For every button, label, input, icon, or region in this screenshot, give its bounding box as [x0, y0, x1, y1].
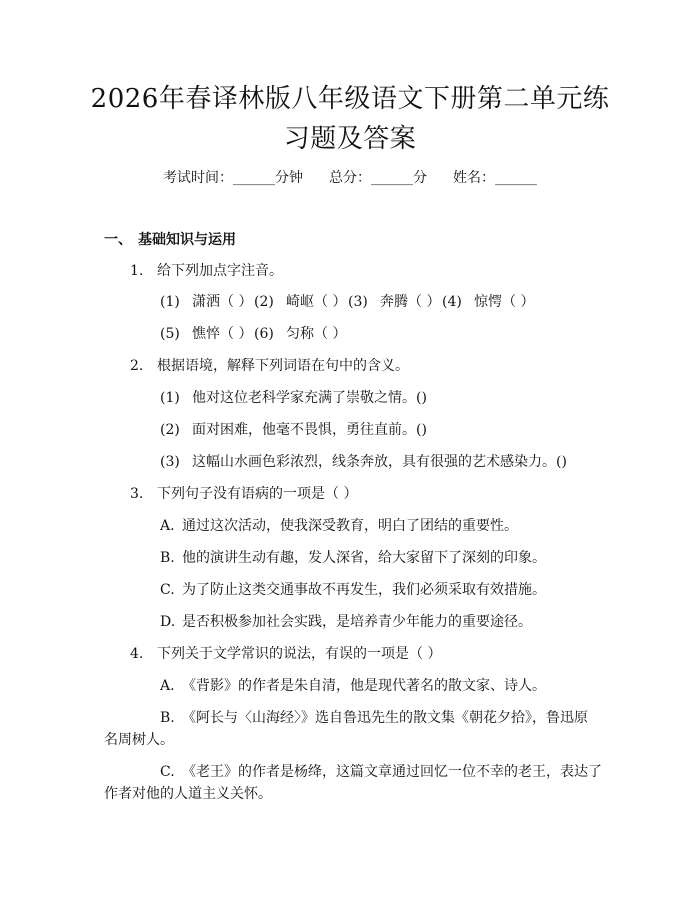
- section-number: 一、: [104, 232, 132, 248]
- q1-row-2: [160, 324, 348, 344]
- option-text: 通过这次活动，使我深受教育，明白了团结的重要性。: [182, 518, 518, 534]
- question-text: 给下列加点字注音。: [157, 263, 283, 279]
- exam-time-field: 考试时间：______分钟: [163, 170, 303, 186]
- item-word: 惊愕（ ）: [474, 294, 535, 310]
- item-word: 奔腾（ ）: [380, 294, 441, 310]
- item-label: (6): [254, 326, 274, 342]
- q4-option-b: [160, 708, 588, 728]
- q3-option-b: [160, 548, 546, 568]
- question-number: 3.: [130, 486, 144, 502]
- document-title-line-2: 习题及答案: [283, 124, 417, 154]
- item-label: (2): [160, 422, 180, 438]
- item-text: 面对困难，他毫不畏惧，勇往直前。(): [192, 422, 427, 438]
- question-number: 2.: [130, 358, 144, 374]
- item-text: 他对这位老科学家充满了崇敬之情。(): [192, 390, 427, 406]
- option-text: 《阿长与〈山海经〉》选自鲁迅先生的散文集《朝花夕拾》，鲁迅原: [182, 710, 588, 726]
- question-4: [130, 644, 441, 664]
- pinyin-item: [254, 324, 348, 344]
- q4-option-c: [160, 762, 602, 782]
- q2-item-3: [160, 452, 567, 472]
- document-title-line-1: 2026年春译林版八年级语文下册第二单元练: [90, 84, 610, 114]
- item-label: (4): [442, 294, 462, 310]
- item-word: 匀称（ ）: [286, 326, 347, 342]
- option-text: 是否积极参加社会实践，是培养青少年能力的重要途径。: [182, 614, 532, 630]
- pinyin-item: [348, 292, 442, 312]
- option-letter: C.: [160, 764, 175, 780]
- q4-option-b-continued: 名周树人。: [104, 732, 174, 748]
- item-label: (3): [348, 294, 368, 310]
- question-number: 4.: [130, 646, 144, 662]
- q4-option-a: [160, 676, 546, 696]
- question-text: 下列关于文学常识的说法，有误的一项是（ ）: [157, 646, 442, 662]
- pinyin-item: [442, 292, 536, 312]
- option-letter: B.: [160, 550, 175, 566]
- q4-option-c-continued: 作者对他的人道主义关怀。: [104, 786, 272, 802]
- item-text: 这幅山水画色彩浓烈，线条奔放，具有很强的艺术感染力。(): [192, 454, 567, 470]
- question-3: [130, 484, 357, 504]
- option-text: 《背影》的作者是朱自清，他是现代著名的散文家、诗人。: [182, 678, 546, 694]
- pinyin-item: [254, 292, 348, 312]
- item-label: (1): [160, 390, 180, 406]
- item-label: (1): [160, 294, 180, 310]
- q2-item-1: [160, 388, 427, 408]
- option-letter: A.: [160, 518, 175, 534]
- item-word: 潇洒（ ）: [192, 294, 253, 310]
- q3-option-c: [160, 580, 546, 600]
- item-word: 崎岖（ ）: [286, 294, 347, 310]
- question-number: 1.: [130, 263, 144, 279]
- question-text: 根据语境，解释下列词语在句中的含义。: [157, 358, 409, 374]
- pinyin-item: [160, 324, 254, 344]
- option-text: 为了防止这类交通事故不再发生，我们必须采取有效措施。: [182, 582, 546, 598]
- option-letter: B.: [160, 710, 175, 726]
- q2-item-2: [160, 420, 427, 440]
- option-letter: C.: [160, 582, 175, 598]
- item-label: (2): [254, 294, 274, 310]
- q1-row-1: [160, 292, 536, 312]
- item-label: (5): [160, 326, 180, 342]
- pinyin-item: [160, 292, 254, 312]
- option-text: 他的演讲生动有趣，发人深省，给大家留下了深刻的印象。: [182, 550, 546, 566]
- question-2: [130, 356, 409, 376]
- q3-option-d: [160, 612, 532, 632]
- option-letter: D.: [160, 614, 176, 630]
- question-1: [130, 261, 283, 281]
- q3-option-a: [160, 516, 518, 536]
- name-field: 姓名：______: [453, 170, 537, 186]
- exam-meta: [0, 168, 700, 188]
- question-text: 下列句子没有语病的一项是（ ）: [157, 486, 358, 502]
- item-word: 憔悴（ ）: [192, 326, 253, 342]
- total-score-field: 总分：______分: [329, 170, 427, 186]
- item-label: (3): [160, 454, 180, 470]
- option-text: 《老王》的作者是杨绛，这篇文章通过回忆一位不幸的老王，表达了: [182, 764, 602, 780]
- option-letter: A.: [160, 678, 175, 694]
- section-heading: [104, 230, 236, 250]
- section-title: 基础知识与运用: [138, 232, 236, 248]
